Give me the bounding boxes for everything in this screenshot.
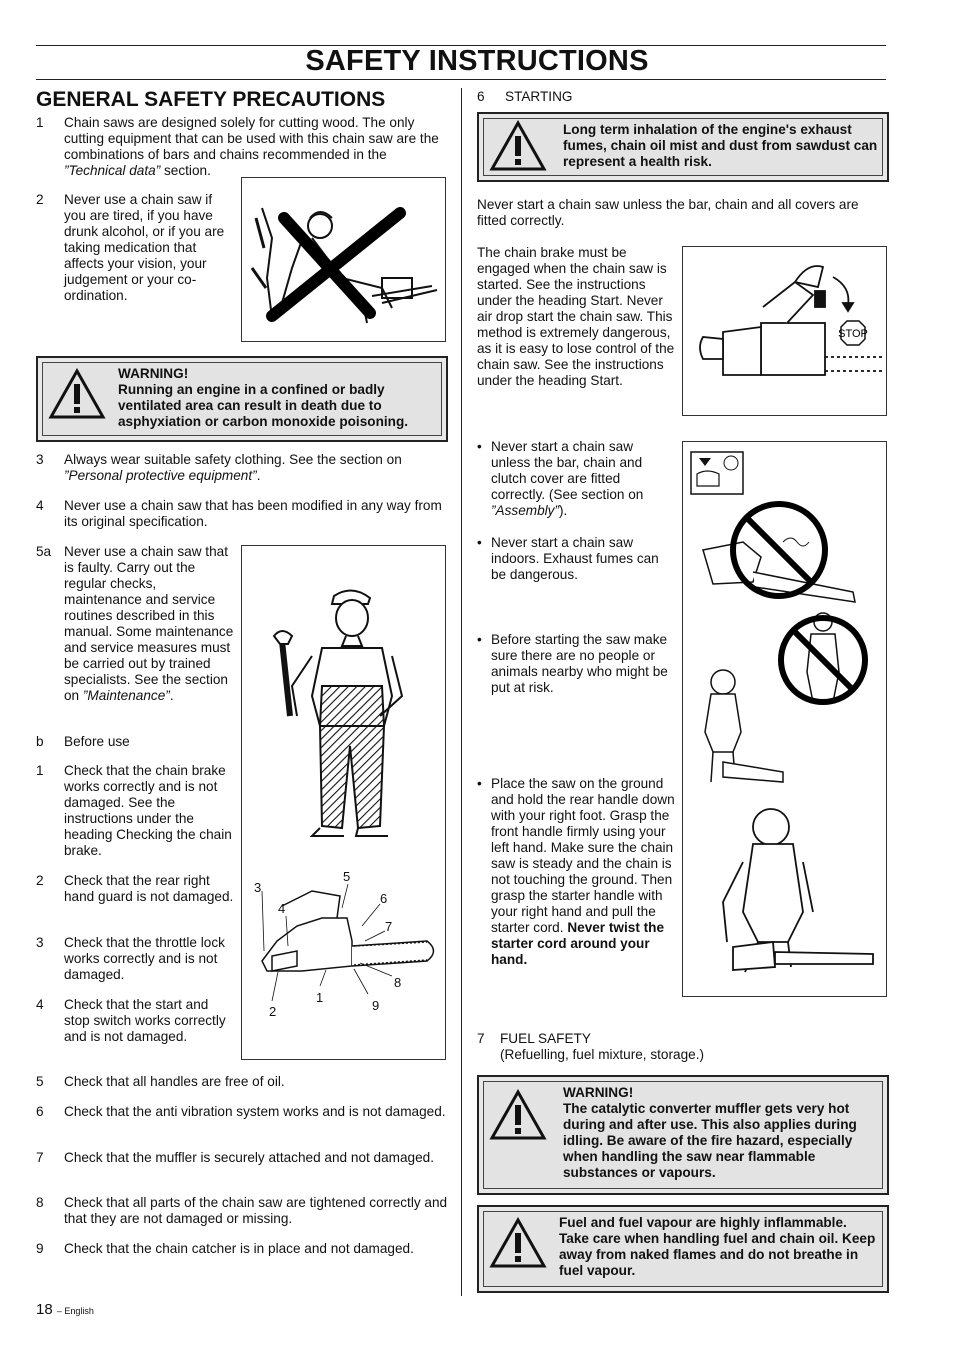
item-text: Check that the muffler is securely attached and not damaged. — [64, 1150, 435, 1165]
item-text: Check that the start and stop switch works correctly and is not damaged. — [64, 997, 226, 1044]
item-number: 7 — [477, 1031, 485, 1046]
item-number: 8 — [36, 1195, 44, 1210]
callout-7: 7 — [385, 919, 393, 934]
callout-4: 4 — [278, 901, 286, 916]
title-underline — [36, 79, 886, 80]
warning-box-confined-area — [36, 356, 448, 442]
warning-body: Running an engine in a confined or badly ventilated area can result in death due to asphyxiation or carbon monoxide poisoning. — [118, 382, 409, 429]
page-number: 18 — [36, 1301, 53, 1318]
bullet-dot: • — [477, 535, 482, 550]
item-text: Always wear suitable safety clothing. See the section on — [64, 452, 402, 467]
maintenance-ref: ”Maintenance” — [82, 688, 170, 703]
warning-heading: WARNING! — [563, 1085, 634, 1100]
item-text: Check that the chain catcher is in place and not damaged. — [64, 1241, 414, 1256]
item-number: 9 — [36, 1241, 44, 1256]
item-text-tail: section. — [160, 163, 211, 178]
item-text: Never use a chain saw that is faulty. Carry out the regular checks, maintenance and service routines described in this manual. Some maintenance and service measures must be carried out by trained specialists. See the section on — [64, 544, 234, 703]
item-number: 5 — [36, 1074, 44, 1089]
bullet-dot: • — [477, 632, 482, 647]
item-text-tail: . — [169, 688, 174, 703]
callout-6: 6 — [380, 891, 388, 906]
item-text: Check that the rear right hand guard is not damaged. — [64, 873, 234, 904]
item-text: Check that all handles are free of oil. — [64, 1074, 285, 1089]
bullet-text-tail: ). — [558, 503, 568, 518]
item-number: 3 — [36, 935, 44, 950]
item-text: Check that the throttle lock works correctly and is not damaged. — [64, 935, 225, 982]
item-number: 6 — [36, 1104, 44, 1119]
chain-brake-illustration — [682, 246, 887, 416]
callout-3: 3 — [254, 880, 262, 895]
starting-precautions-illustration — [682, 441, 887, 997]
paragraph-chain-brake: The chain brake must be engaged when the chain saw is started. See the instructions under the heading Start. Never air drop start the chain saw. This method is extremely dangerous, as it is easy to lose control of the chain saw. See the instructions under the heading Start. — [477, 245, 675, 388]
item-number: 2 — [36, 873, 44, 888]
section-label: FUEL SAFETY — [500, 1031, 591, 1046]
tired-operator-illustration — [241, 177, 446, 342]
item-number: 1 — [36, 763, 44, 778]
item-number: 3 — [36, 452, 44, 467]
warning-body: The catalytic converter muffler gets very hot during and after use. This also applies during idling. Be aware of the fire hazard, especially when handling the saw near flammable substances or vapours. — [563, 1101, 857, 1180]
page-language: – English — [56, 1306, 94, 1316]
stop-sign-label: STOP — [838, 328, 868, 340]
item-text: Never use a chain saw if you are tired, if you have drunk alcohol, or if you are taking medication that affects your vision, your judgement or your co-ordination. — [64, 192, 225, 303]
item-text-tail: . — [256, 468, 261, 483]
item-number: 7 — [36, 1150, 44, 1165]
bullet-text: Never start a chain saw unless the bar, chain and clutch cover are fitted correctly. (See section on — [491, 439, 644, 502]
bullet-dot: • — [477, 776, 482, 791]
item-number: b — [36, 734, 44, 749]
mechanic-and-saw-illustration — [241, 545, 446, 1060]
item-text: Check that all parts of the chain saw are tightened correctly and that they are not damaged or missing. — [64, 1195, 448, 1226]
callout-9: 9 — [372, 998, 380, 1013]
column-divider — [461, 88, 462, 1296]
item-number: 6 — [477, 89, 485, 104]
page-title: SAFETY INSTRUCTIONS — [305, 45, 649, 77]
technical-data-ref: ”Technical data” — [64, 163, 161, 178]
item-text: Never use a chain saw that has been modified in any way from its original specification. — [64, 498, 442, 529]
warning-body: Long term inhalation of the engine's exhaust fumes, chain oil mist and dust from sawdust can represent a health risk. — [563, 122, 878, 169]
item-text: Check that the chain brake works correctly and is not damaged. See the instructions under the heading Checking the chain brake. — [64, 763, 232, 858]
warning-heading: WARNING! — [118, 366, 189, 381]
warning-body: Fuel and fuel vapour are highly inflammable. Take care when handling fuel and chain oil. Keep away from naked flames and do not breathe in fuel vapour. — [559, 1215, 876, 1278]
bullet-text: Before starting the saw make sure there are no people or animals nearby who might be put at risk. — [491, 632, 668, 695]
bullet-text: Place the saw on the ground and hold the rear handle down with your right foot. Grasp the front handle firmly using your left hand. Make sure the chain saw is steady and the chain is not touching the ground. Then grasp the starter handle with your right hand and pull the starter cord. — [491, 776, 675, 935]
warning-triangle-icon — [489, 1217, 547, 1269]
item-text: Check that the anti vibration system works and is not damaged. — [64, 1104, 446, 1119]
item-text: Chain saws are designed solely for cutting wood. The only cutting equipment that can be used with this chain saw are the combinations of bars and chains recommended in the — [64, 115, 439, 162]
paragraph-covers: Never start a chain saw unless the bar, chain and all covers are fitted correctly. — [477, 197, 859, 228]
warning-box-muffler — [477, 1075, 889, 1195]
bullet-text: Never start a chain saw indoors. Exhaust fumes can be dangerous. — [491, 535, 659, 582]
item-number: 2 — [36, 192, 44, 207]
callout-1: 1 — [316, 990, 324, 1005]
warning-triangle-icon — [489, 120, 547, 172]
callout-2: 2 — [269, 1004, 277, 1019]
callout-5: 5 — [343, 869, 351, 884]
item-number: 1 — [36, 115, 44, 130]
warning-box-inhalation — [477, 112, 889, 182]
ppe-ref: ”Personal protective equipment” — [64, 468, 257, 483]
item-number: 4 — [36, 498, 44, 513]
assembly-ref: ”Assembly” — [491, 503, 559, 518]
item-text: Before use — [64, 734, 130, 749]
item-number: 5a — [36, 544, 52, 559]
warning-box-fuel-vapour — [477, 1205, 889, 1293]
warning-triangle-icon — [489, 1089, 547, 1141]
callout-8: 8 — [394, 975, 402, 990]
warning-triangle-icon — [48, 368, 106, 420]
item-number: 4 — [36, 997, 44, 1012]
bullet-dot: • — [477, 439, 482, 454]
page-footer — [36, 1302, 94, 1319]
fuel-safety-subtitle: (Refuelling, fuel mixture, storage.) — [500, 1047, 704, 1062]
bullet-bold-warning: Never twist the starter cord around your hand. — [491, 920, 665, 967]
section-title: GENERAL SAFETY PRECAUTIONS — [36, 88, 386, 111]
section-label: STARTING — [505, 89, 573, 104]
